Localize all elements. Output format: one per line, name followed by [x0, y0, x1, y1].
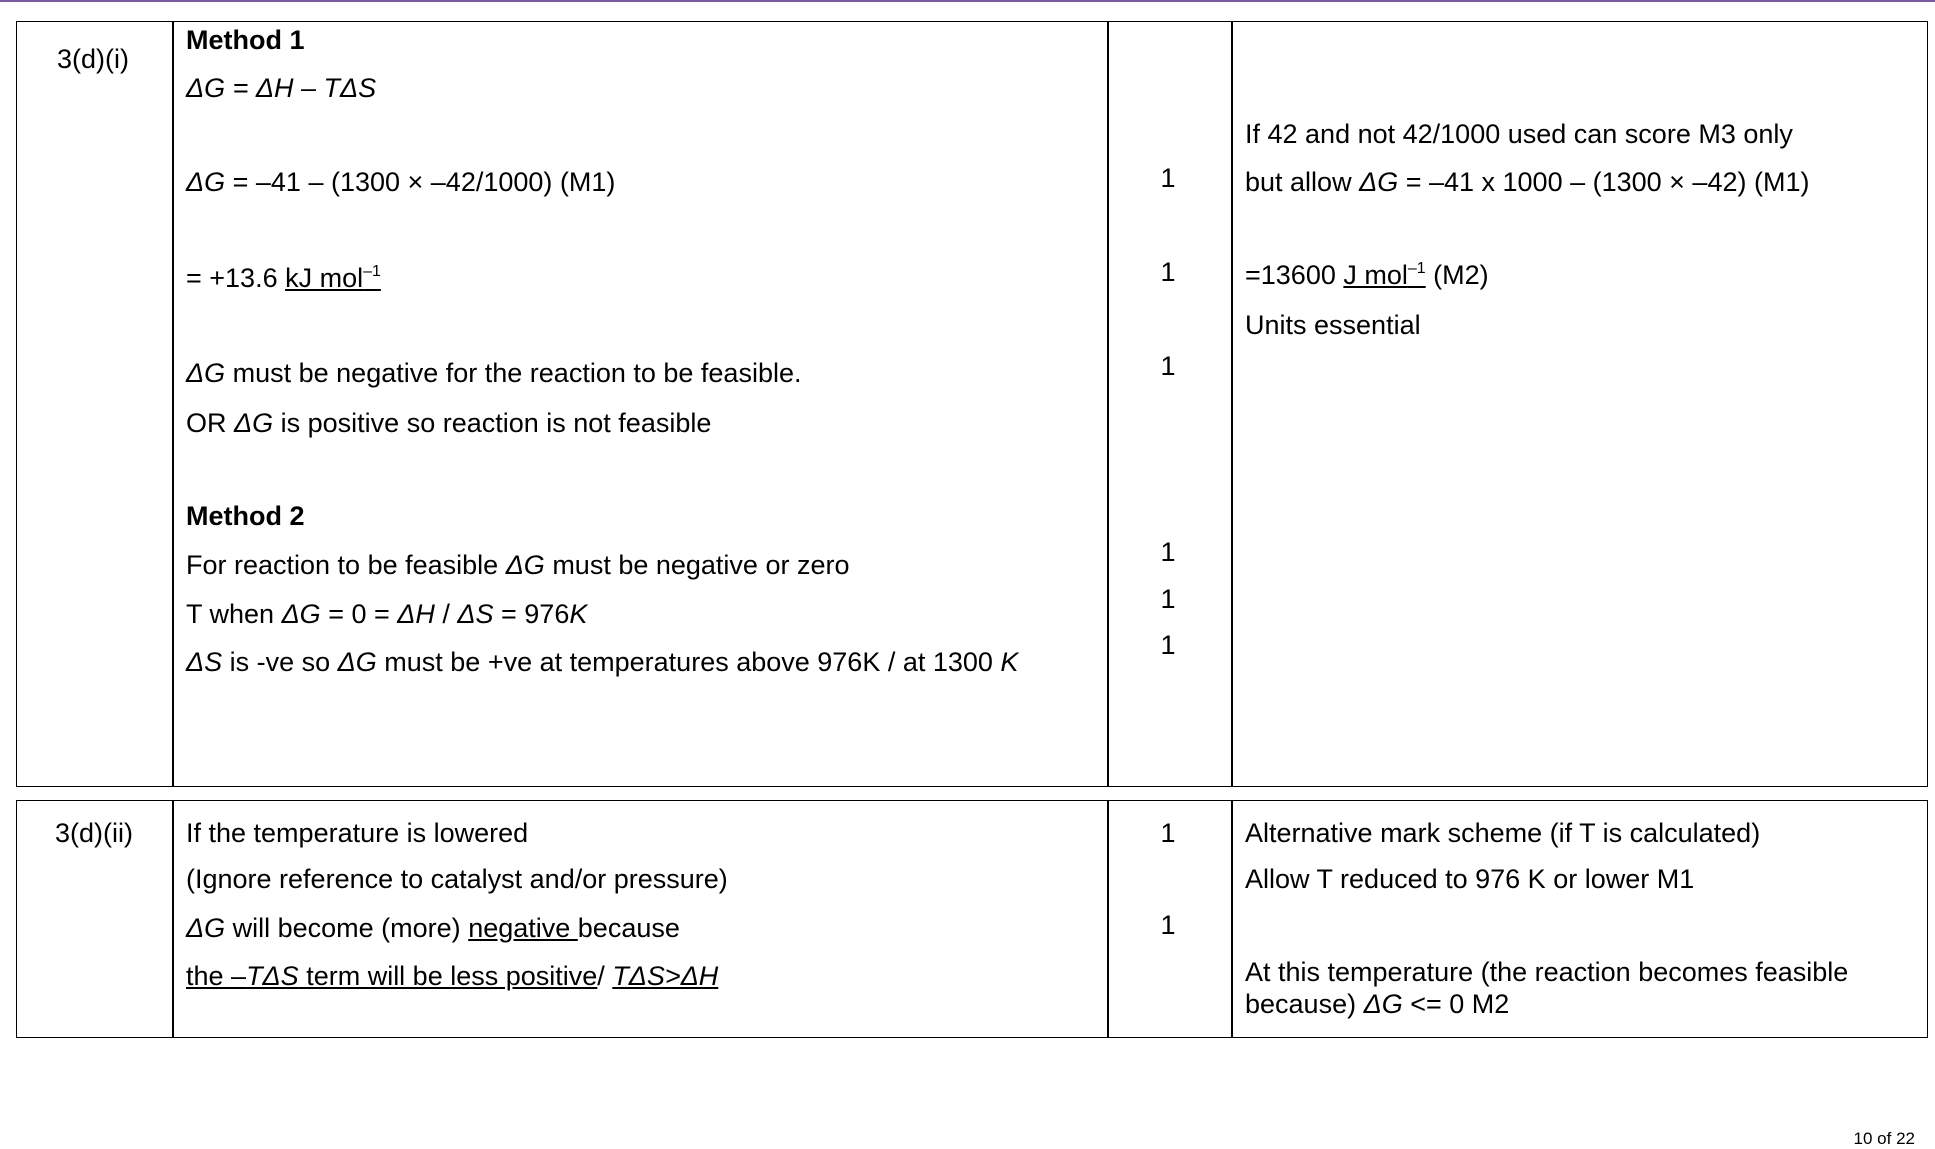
result-line: = +13.6 kJ mol$^{-1}$ [186, 263, 381, 293]
mark: 1 [1160, 584, 1176, 614]
guidance-line-4: because) ΔG <= 0 M2 [1245, 989, 1510, 1019]
answer-line-4: the –TΔS term will be less positive/ TΔS>ΔH [186, 961, 719, 991]
page-number: 10 of 22 [1853, 1129, 1915, 1148]
mark: 1 [1160, 163, 1176, 193]
column-divider [1107, 801, 1109, 1037]
method-1-heading: Method 1 [186, 25, 305, 55]
column-divider [1107, 22, 1109, 786]
feasibility-line: ΔG must be negative for the reaction to be feasible. [186, 358, 802, 388]
column-divider [172, 801, 174, 1037]
method-2-line-2: T when ΔG = 0 = ΔH / ΔS = 976K [186, 599, 588, 629]
question-number: 3(d)(ii) [55, 818, 133, 848]
top-rule [0, 0, 1935, 2]
column-divider [1231, 801, 1233, 1037]
column-divider [172, 22, 174, 786]
mark: 1 [1160, 630, 1176, 660]
mark: 1 [1160, 537, 1176, 567]
method-2-heading: Method 2 [186, 501, 305, 531]
table-row-3dii [16, 800, 1928, 1038]
alternative-line: OR ΔG is positive so reaction is not feasible [186, 408, 712, 438]
gibbs-equation: ΔG = ΔH – TΔS [186, 73, 377, 103]
guidance-line-4: Units essential [1245, 310, 1421, 340]
mark: 1 [1160, 910, 1176, 940]
mark: 1 [1160, 351, 1176, 381]
answer-line-1: If the temperature is lowered [186, 818, 529, 848]
guidance-line-2: Allow T reduced to 976 K or lower M1 [1245, 864, 1695, 894]
method-2-line-3: ΔS is -ve so ΔG must be +ve at temperatures above 976K / at 1300 K [186, 647, 1019, 677]
answer-line-2: (Ignore reference to catalyst and/or pressure) [186, 864, 728, 894]
calculation-line: ΔG = –41 – (1300 × –42/1000) (M1) [186, 167, 616, 197]
guidance-line-1: Alternative mark scheme (if T is calculated) [1245, 818, 1761, 848]
mark: 1 [1160, 257, 1176, 287]
guidance-line-2: but allow ΔG = –41 x 1000 – (1300 × –42) (M1) [1245, 167, 1810, 197]
answer-line-3: ΔG will become (more) negative because [186, 913, 680, 943]
mark: 1 [1160, 818, 1176, 848]
column-divider [1231, 22, 1233, 786]
guidance-line-3: =13600 J mol$^{-1}$ (M2) [1245, 260, 1489, 290]
guidance-line-1: If 42 and not 42/1000 used can score M3 only [1245, 119, 1793, 149]
method-2-line-1: For reaction to be feasible ΔG must be negative or zero [186, 550, 850, 580]
guidance-line-3: At this temperature (the reaction becomes feasible [1245, 957, 1849, 987]
question-number: 3(d)(i) [57, 44, 129, 74]
table-row-3di [16, 21, 1928, 787]
